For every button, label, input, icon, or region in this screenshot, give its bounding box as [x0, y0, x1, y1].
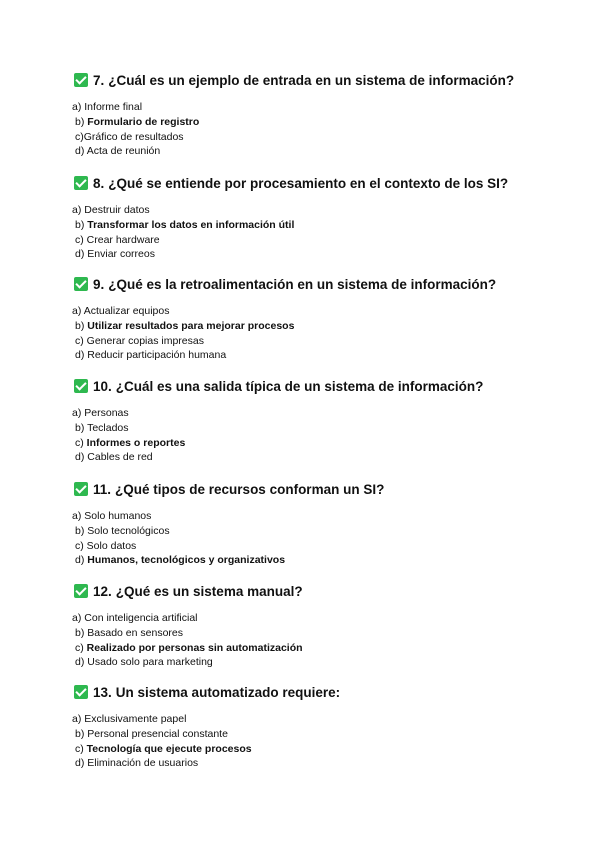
check-mark-icon — [74, 277, 88, 291]
option-c: c) Tecnología que ejecute procesos — [75, 742, 252, 755]
option-a: a) Actualizar equipos — [72, 305, 170, 317]
option-c: c) Informes o reportes — [75, 436, 186, 449]
options-list — [0, 712, 600, 771]
question-number: 7. — [93, 72, 105, 88]
option-b: b) Personal presencial constante — [75, 727, 228, 740]
correct-answer: Transformar los datos en información útil — [87, 218, 295, 231]
correct-answer: Utilizar resultados para mejorar procesos — [87, 319, 295, 332]
question-title — [74, 582, 303, 600]
option-b: b) Formulario de registro — [75, 115, 200, 128]
option-d: d) Eliminación de usuarios — [75, 757, 199, 770]
options-list — [0, 406, 600, 465]
correct-answer: Realizado por personas sin automatización — [86, 641, 303, 654]
option-c: c) Realizado por personas sin automatización — [75, 641, 303, 654]
question-text: ¿Qué es la retroalimentación en un sistema de información? — [108, 276, 497, 292]
option-d: d) Reducir participación humana — [75, 349, 227, 362]
question-number: 12. — [93, 583, 112, 599]
option-d: d) Usado solo para marketing — [75, 656, 213, 669]
options-list — [0, 304, 600, 363]
option-b: b) Transformar los datos en información útil — [75, 218, 295, 231]
question-title — [74, 480, 384, 498]
option-d: d) Cables de red — [75, 451, 153, 464]
check-mark-icon — [74, 176, 88, 190]
option-d: d) Enviar correos — [75, 248, 155, 261]
question-text: Un sistema automatizado requiere: — [115, 684, 341, 700]
question-title — [74, 275, 496, 293]
option-c: c)Gráfico de resultados — [75, 130, 184, 143]
check-mark-icon — [74, 379, 88, 393]
correct-answer: Formulario de registro — [87, 115, 200, 128]
option-c: c) Crear hardware — [75, 233, 160, 246]
question-text: ¿Qué se entiende por procesamiento en el contexto de los SI? — [108, 175, 509, 191]
option-a: a) Con inteligencia artificial — [72, 612, 198, 624]
check-mark-icon — [74, 482, 88, 496]
options-list — [0, 203, 600, 262]
question-title — [74, 174, 508, 192]
option-d: d) Humanos, tecnológicos y organizativos — [75, 554, 286, 567]
option-a: a) Solo humanos — [72, 510, 152, 522]
option-b: b) Solo tecnológicos — [75, 524, 170, 537]
check-mark-icon — [74, 584, 88, 598]
option-a: a) Informe final — [72, 101, 143, 113]
option-a: a) Destruir datos — [72, 204, 150, 216]
option-a: a) Personas — [72, 407, 129, 419]
option-b: b) Utilizar resultados para mejorar procesos — [75, 319, 295, 332]
question-number: 9. — [93, 276, 105, 292]
option-c: c) Solo datos — [75, 539, 137, 552]
question-number: 13. — [93, 684, 112, 700]
question-title — [74, 683, 340, 701]
option-c: c) Generar copias impresas — [75, 334, 204, 347]
options-list — [0, 611, 600, 670]
question-number: 10. — [93, 378, 112, 394]
question-text: ¿Qué es un sistema manual? — [115, 583, 303, 599]
option-b: b) Basado en sensores — [75, 626, 183, 639]
question-text: ¿Qué tipos de recursos conforman un SI? — [115, 481, 385, 497]
option-a: a) Exclusivamente papel — [72, 713, 187, 725]
question-title — [74, 377, 483, 395]
correct-answer: Informes o reportes — [86, 436, 186, 449]
options-list — [0, 509, 600, 568]
check-mark-icon — [74, 685, 88, 699]
check-mark-icon — [74, 73, 88, 87]
correct-answer: Humanos, tecnológicos y organizativos — [87, 554, 286, 567]
question-number: 8. — [93, 175, 105, 191]
question-number: 11. — [93, 481, 112, 497]
option-d: d) Acta de reunión — [75, 145, 161, 158]
question-title — [74, 71, 514, 89]
question-text: ¿Cuál es una salida típica de un sistema de información? — [115, 378, 484, 394]
option-b: b) Teclados — [75, 421, 129, 434]
correct-answer: Tecnología que ejecute procesos — [86, 742, 252, 755]
options-list — [0, 100, 600, 159]
question-text: ¿Cuál es un ejemplo de entrada en un sistema de información? — [108, 72, 515, 88]
